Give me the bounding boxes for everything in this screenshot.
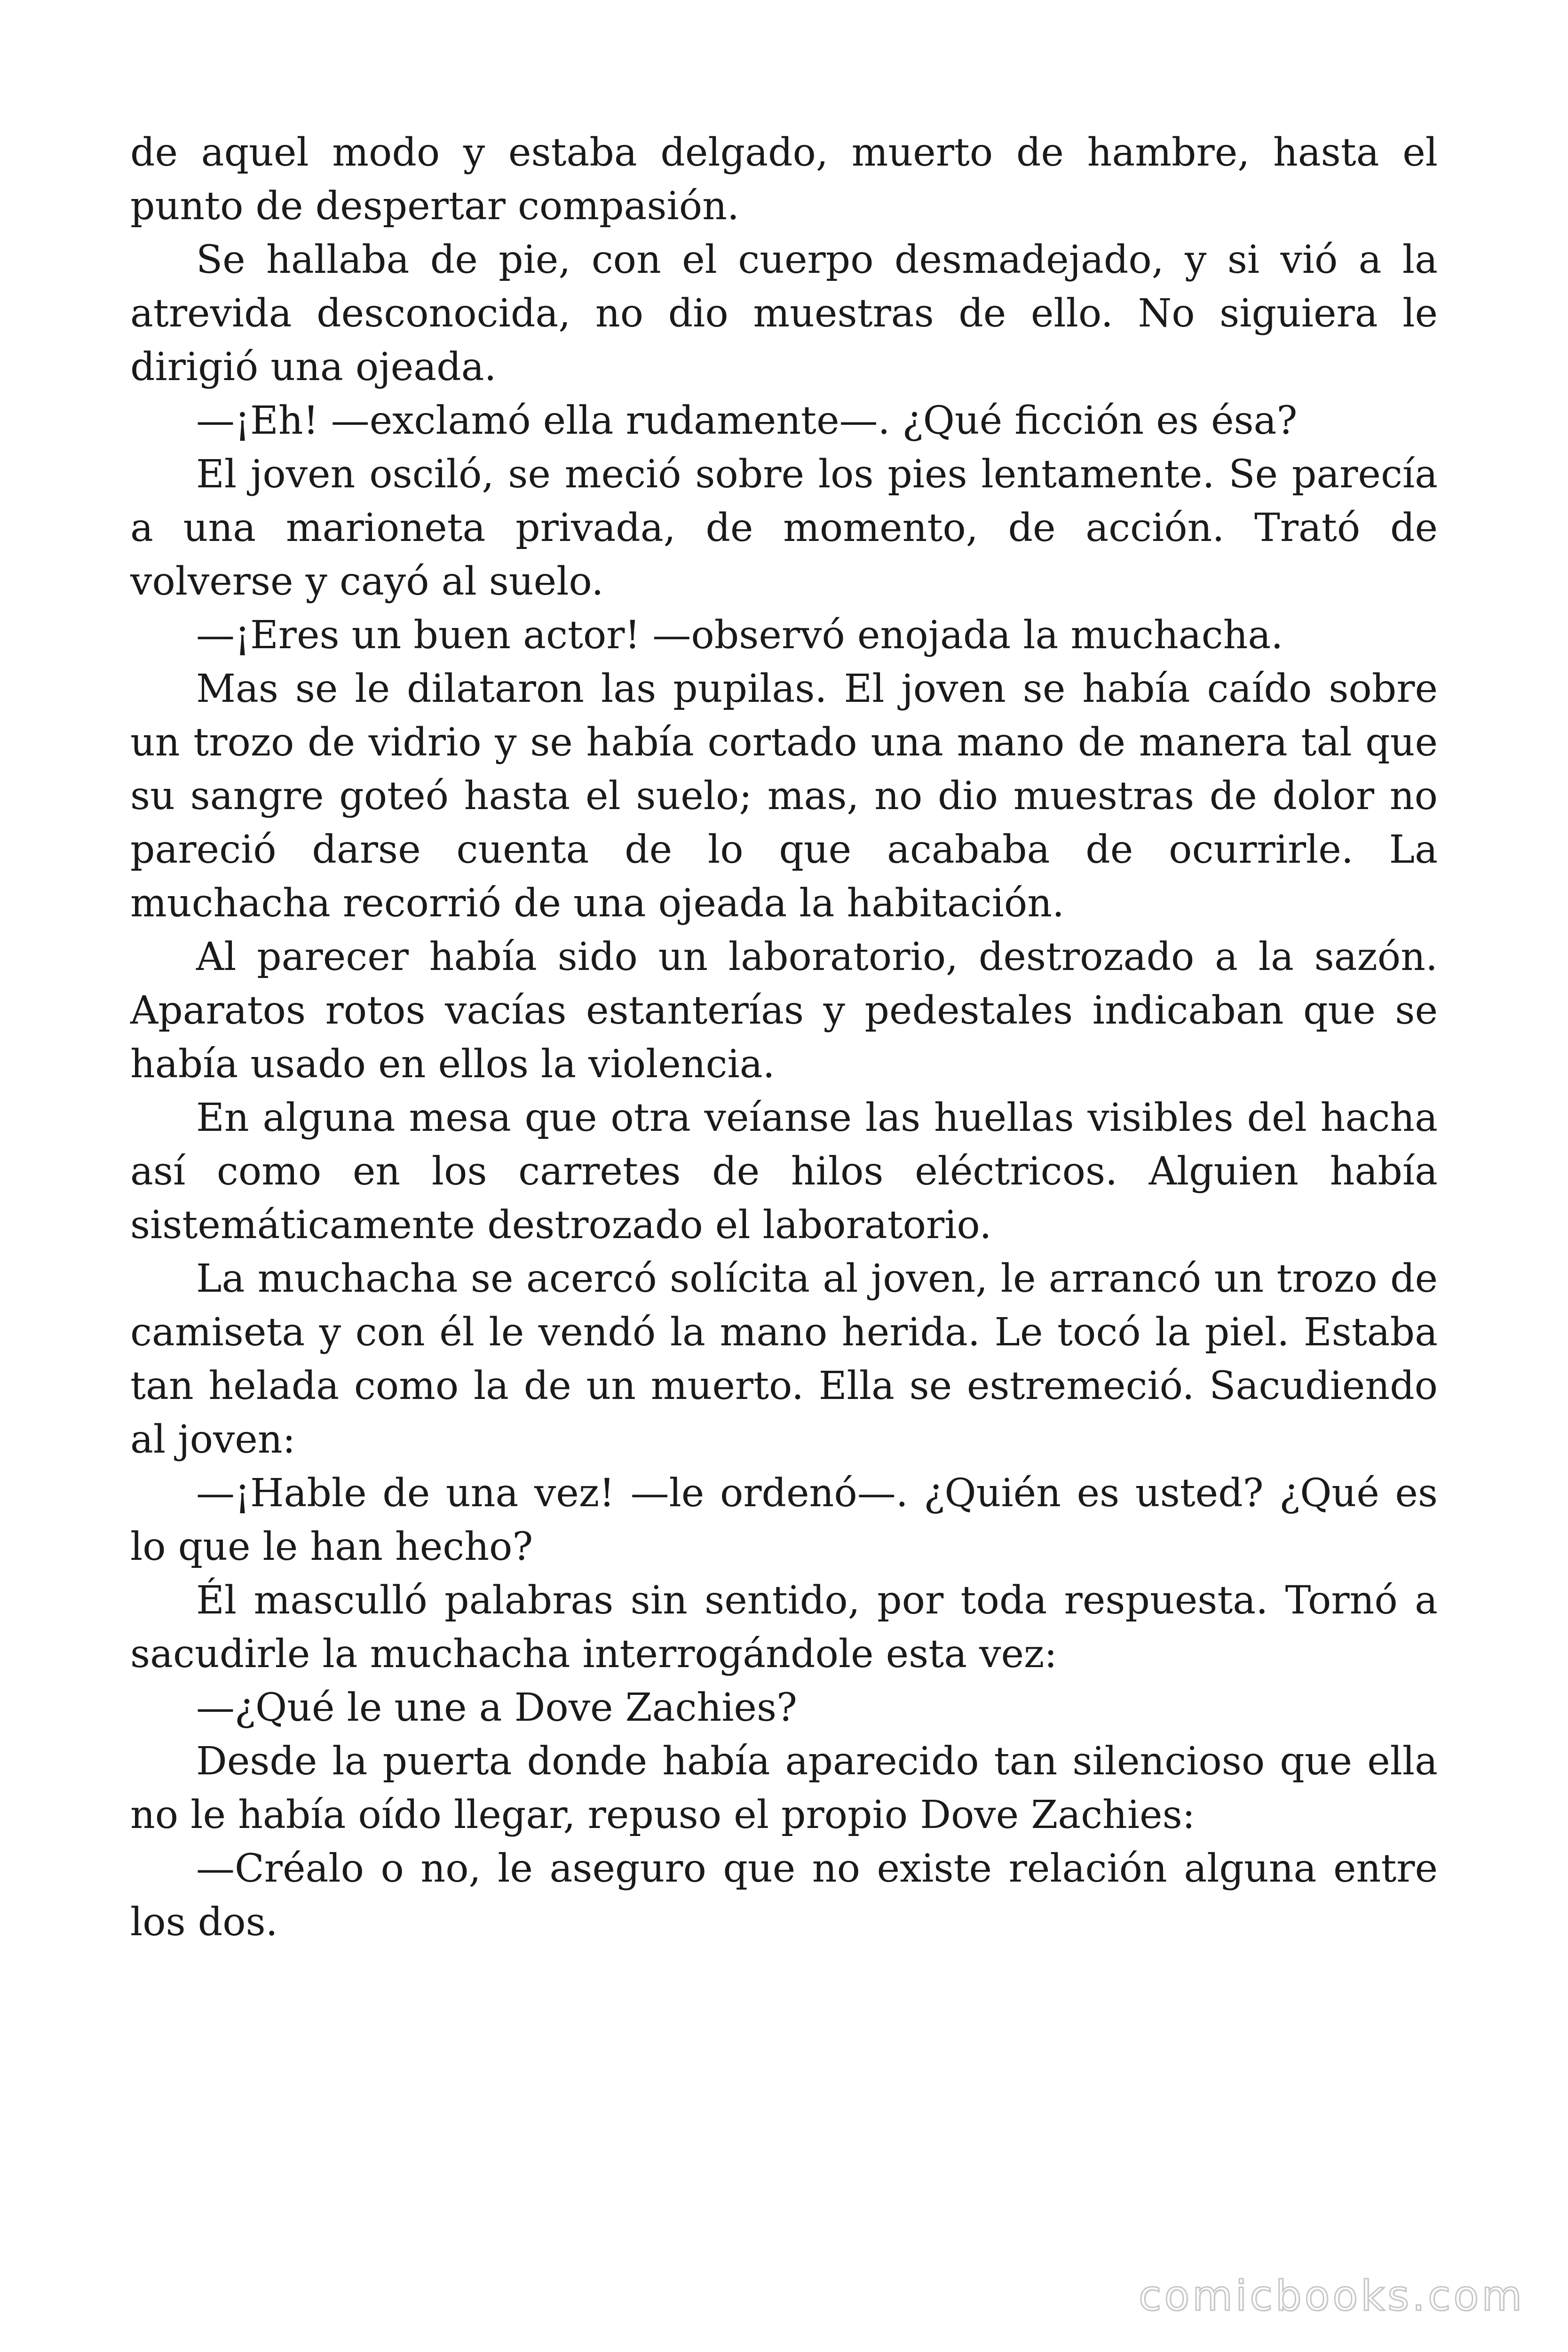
paragraph: Mas se le dilataron las pupilas. El joven se había caído sobre un trozo de vidrio y se había cortado una mano de manera tal que su sangre goteó hasta el suelo; mas, no dio muestras de dolor no pareció darse cuenta de lo que acababa de ocurrirle. La muchacha recorrió de una ojeada la habitación. <box>130 667 1438 926</box>
paragraph: —Créalo o no, le aseguro que no existe relación alguna entre los dos. <box>130 1846 1438 1945</box>
paragraph: —¡Hable de una vez! —le ordenó—. ¿Quién es usted? ¿Qué es lo que le han hecho? <box>130 1471 1438 1569</box>
body-text <box>130 126 1438 1949</box>
paragraph: La muchacha se acercó solícita al joven, le arrancó un trozo de camiseta y con él le vendó la mano herida. Le tocó la piel. Estaba tan helada como la de un muerto. Ella se estremeció. Sacudiendo al joven: <box>130 1256 1438 1462</box>
paragraph: Se hallaba de pie, con el cuerpo desmadejado, y si vió a la atrevida desconocida, no dio muestras de ello. No siguiera le dirigió una ojeada. <box>130 238 1438 389</box>
paragraph: Al parecer había sido un laboratorio, destrozado a la sazón. Aparatos rotos vacías estanterías y pedestales indicaban que se había usado en ellos la violencia. <box>130 935 1438 1087</box>
paragraph: de aquel modo y estaba delgado, muerto de hambre, hasta el punto de despertar compasión. <box>130 130 1438 229</box>
paragraph: —¡Eh! —exclamó ella rudamente—. ¿Qué ficción es ésa? <box>196 398 1298 443</box>
watermark: comicbooks.com <box>1138 2272 1525 2320</box>
paragraph: En alguna mesa que otra veíanse las huellas visibles del hacha así como en los carretes de hilos eléctricos. Alguien había sistemáticamente destrozado el laboratorio. <box>130 1096 1438 1248</box>
paragraph: Desde la puerta donde había aparecido tan silencioso que ella no le había oído llegar, repuso el propio Dove Zachies: <box>130 1739 1438 1837</box>
paragraph: El joven osciló, se meció sobre los pies lentamente. Se parecía a una marioneta privada, de momento, de acción. Trató de volverse y cayó al suelo. <box>130 452 1438 604</box>
paragraph: —¿Qué le une a Dove Zachies? <box>196 1685 798 1730</box>
paragraph: —¡Eres un buen actor! —observó enojada la muchacha. <box>196 613 1283 658</box>
paragraph: Él masculló palabras sin sentido, por toda respuesta. Tornó a sacudirle la muchacha interrogándole esta vez: <box>130 1578 1438 1677</box>
